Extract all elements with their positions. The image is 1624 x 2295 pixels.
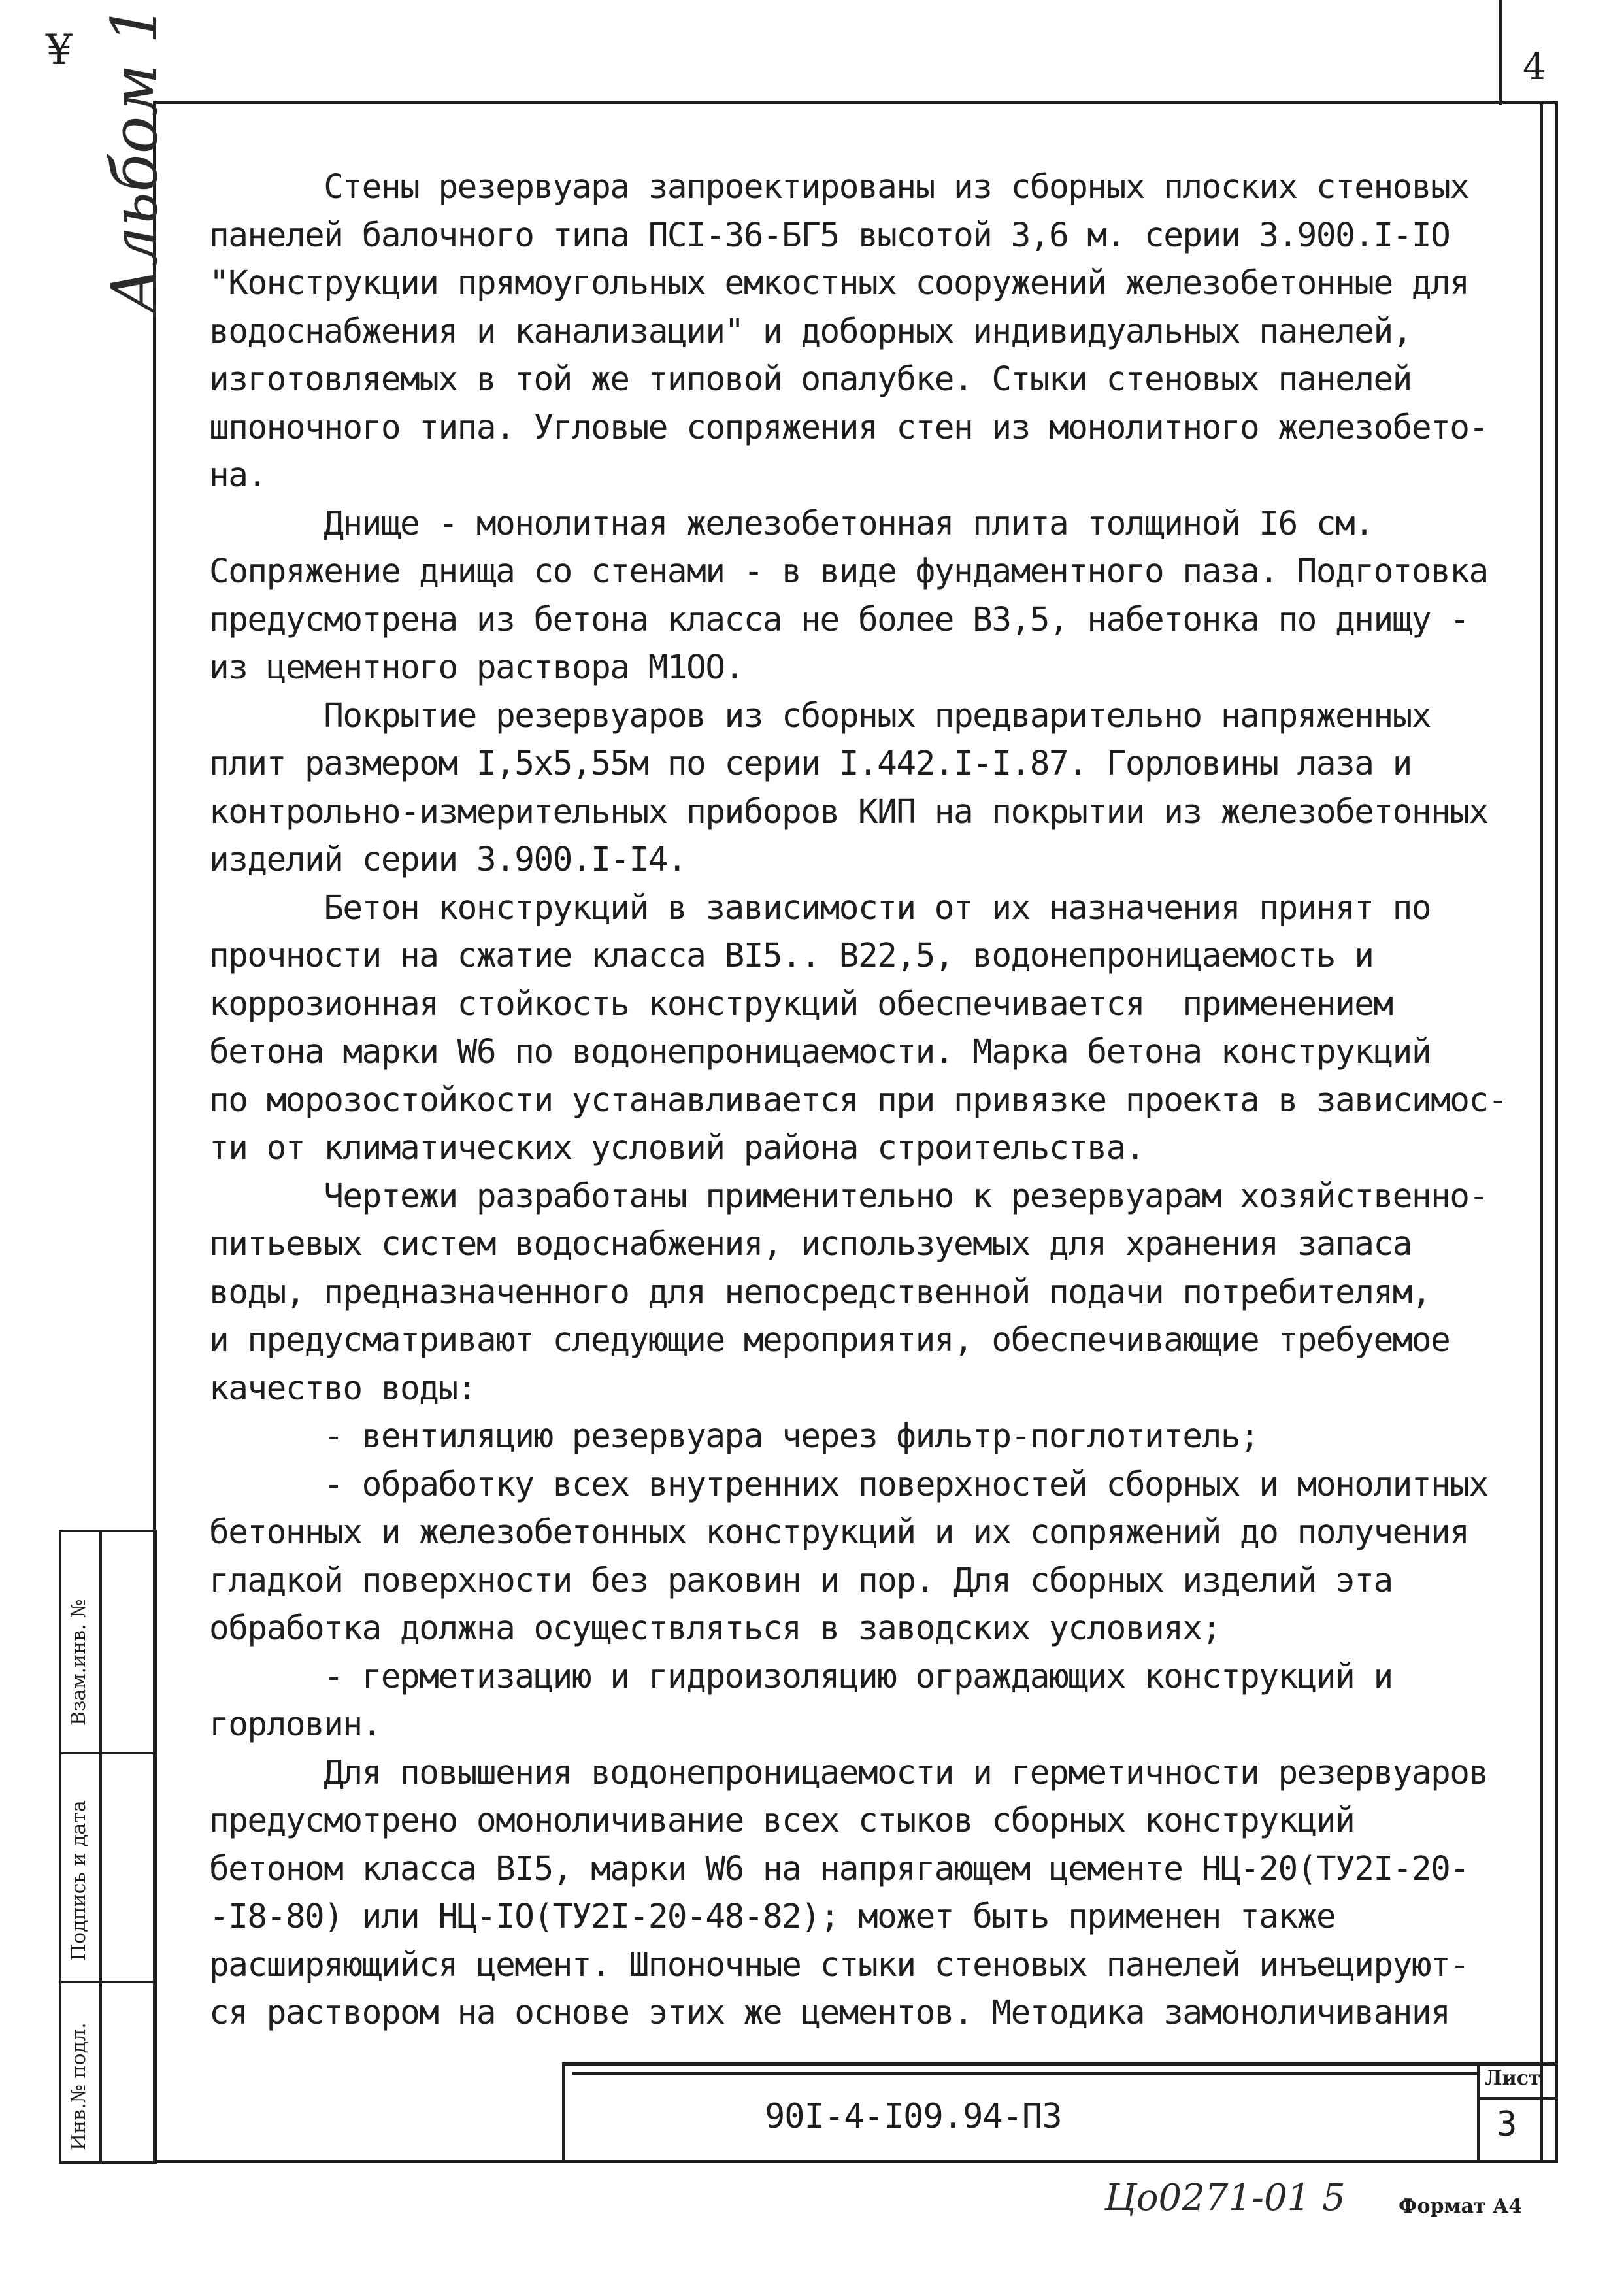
- body-line: бетоном класса ВI5, марки W6 на напрягающем цементе НЦ-20(ТУ2I-20-: [209, 1849, 1469, 1888]
- body-line: гладкой поверхности без раковин и пор. Для сборных изделий эта: [209, 1561, 1393, 1600]
- body-line: на.: [209, 456, 267, 495]
- body-line: расширяющийся цемент. Шпоночные стыки стеновых панелей инъецируют-: [209, 1945, 1469, 1985]
- page-number-top: 4: [1523, 46, 1546, 88]
- title-block-sheet-divider: [1477, 2062, 1480, 2163]
- body-line: питьевых систем водоснабжения, используемых для хранения запаса: [209, 1225, 1412, 1264]
- body-line: шпоночного типа. Угловые сопряжения стен из монолитного железобето-: [209, 408, 1488, 447]
- body-line: горловин.: [209, 1705, 381, 1744]
- body-line: - обработку всех внутренних поверхностей сборных и монолитных: [209, 1465, 1488, 1504]
- body-line: Бетон конструкций в зависимости от их назначения принят по: [209, 888, 1431, 928]
- title-block-inner-line: [572, 2072, 1480, 2075]
- body-line: предусмотрено омоноличивание всех стыков сборных конструкций: [209, 1801, 1355, 1840]
- side-label-vzam-inv: Взам.инв. №: [67, 1599, 90, 1726]
- body-line: ти от климатических условий района строительства.: [209, 1129, 1145, 1167]
- album-label: Альбом 1: [98, 4, 171, 314]
- body-text: [209, 163, 1542, 2037]
- corner-mark: ¥: [46, 26, 73, 75]
- body-line: Стены резервуара запроектированы из сборных плоских стеновых: [209, 168, 1469, 207]
- body-line: изделий серии 3.900.I-I4.: [209, 841, 687, 879]
- handwritten-code: Цо0271-01 5: [1104, 2177, 1346, 2219]
- body-line: Покрытие резервуаров из сборных предварительно напряженных: [209, 696, 1431, 735]
- body-line: Чертежи разработаны применительно к резервуарам хозяйственно-: [209, 1177, 1488, 1216]
- body-line: - герметизацию и гидроизоляцию ограждающих конструкций и: [209, 1657, 1393, 1696]
- frame-top-divider: [1499, 0, 1502, 105]
- body-line: - вентиляцию резервуара через фильтр-поглотитель;: [209, 1417, 1259, 1456]
- sheet-number: 3: [1497, 2105, 1517, 2144]
- body-line: бетонных и железобетонных конструкций и их сопряжений до получения: [209, 1513, 1469, 1552]
- body-line: Для повышения водонепроницаемости и герметичности резервуаров: [209, 1753, 1488, 1792]
- body-line: Сопряжение днища со стенами - в виде фундаментного паза. Подготовка: [209, 552, 1488, 591]
- title-block-sheet-separator: [1477, 2097, 1558, 2100]
- body-line: бетона марки W6 по водонепроницаемости. Марка бетона конструкций: [209, 1033, 1431, 1071]
- format-label: Формат А4: [1399, 2195, 1523, 2218]
- body-line: качество воды:: [209, 1369, 476, 1408]
- body-line: предусмотрена из бетона класса не более В3,5, набетонка по днищу -: [209, 600, 1469, 639]
- body-line: из цементного раствора М1ОО.: [209, 648, 744, 687]
- side-label-inv-podl: Инв.№ подл.: [67, 2022, 90, 2151]
- sheet-label: Лист: [1485, 2067, 1541, 2090]
- body-line: -I8-80) или НЦ-IО(ТУ2I-20-48-82); может быть применен также: [209, 1898, 1336, 1936]
- body-line: контрольно-измерительных приборов КИП на покрытии из железобетонных: [209, 792, 1488, 831]
- body-line: и предусматривают следующие мероприятия, обеспечивающие требуемое: [209, 1321, 1450, 1360]
- body-line: Днище - монолитная железобетонная плита толщиной I6 см.: [209, 504, 1374, 543]
- side-stamp-row-divider: [59, 1981, 157, 1983]
- side-stamp-row-divider: [59, 1752, 157, 1754]
- body-line: изготовляемых в той же типовой опалубке. Стыки стеновых панелей: [209, 360, 1412, 399]
- body-line: воды, предназначенного для непосредственной подачи потребителям,: [209, 1273, 1431, 1312]
- body-line: "Конструкции прямоугольных емкостных сооружений железобетонные для: [209, 264, 1469, 303]
- body-line: плит размером I,5х5,55м по серии I.442.I-I.87. Горловины лаза и: [209, 745, 1412, 783]
- body-line: водоснабжения и канализации" и доборных индивидуальных панелей,: [209, 312, 1412, 351]
- body-line: по морозостойкости устанавливается при привязке проекта в зависимос-: [209, 1080, 1507, 1120]
- body-line: панелей балочного типа ПСI-36-БГ5 высотой 3,6 м. серии 3.900.I-IО: [209, 216, 1450, 255]
- side-stamp-column-divider: [99, 1530, 102, 2164]
- side-label-podpis-data: Подпись и дата: [67, 1800, 90, 1961]
- body-line: коррозионная стойкость конструкций обеспечивается применением: [209, 984, 1393, 1024]
- body-line: ся раствором на основе этих же цементов. Методика замоноличивания: [209, 1994, 1450, 2032]
- document-code: 90I-4-I09.94-ПЗ: [765, 2097, 1062, 2136]
- body-line: обработка должна осуществляться в заводских условиях;: [209, 1609, 1221, 1648]
- body-line: прочности на сжатие класса ВI5.. В22,5, водонепроницаемость и: [209, 937, 1374, 975]
